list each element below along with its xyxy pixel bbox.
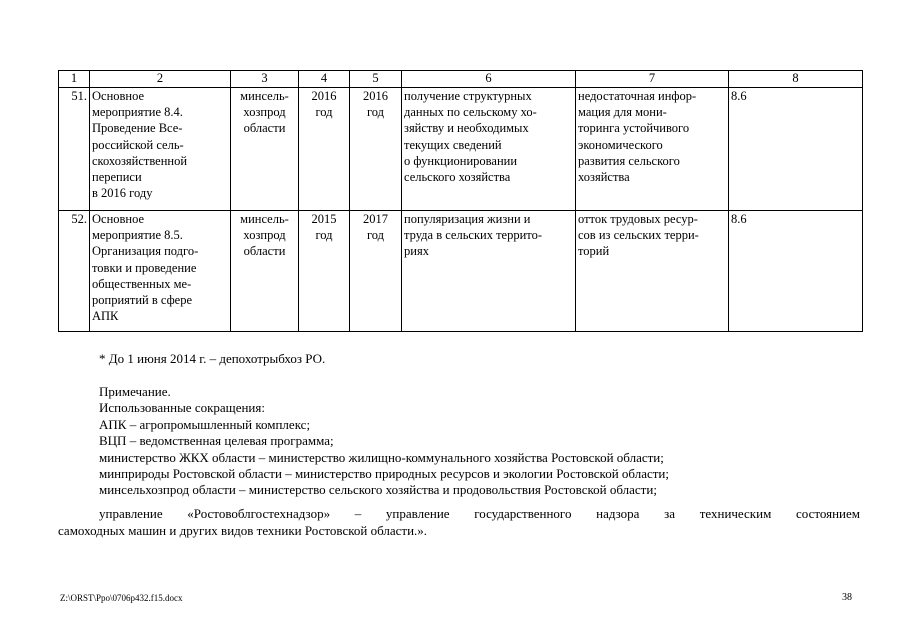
- end-cell: [350, 211, 402, 332]
- result-text: популяризация жизни и труда в сельских террито- риях: [404, 212, 543, 259]
- header-cell: 7: [576, 71, 729, 88]
- header-cell: 1: [59, 71, 90, 88]
- header-cell: 3: [231, 71, 299, 88]
- link-cell: 8.6: [729, 88, 863, 211]
- file-path: Z:\ORST\Ppo\0706p432.f15.docx: [60, 593, 183, 603]
- final-abbreviation-line-1: управление «Ростовоблгостехнадзор» – управление государственного надзора за техническим состоянием: [99, 506, 860, 521]
- header-cell: 8: [729, 71, 863, 88]
- header-cell: 2: [90, 71, 231, 88]
- start-text: 2016 год: [311, 89, 337, 120]
- executor-cell: [231, 211, 299, 332]
- abbreviation-item: министерство ЖКХ области – министерство жилищно-коммунального хозяйства Ростовской области;: [99, 449, 664, 465]
- abbreviation-item: минсельхозпрод области – министерство сельского хозяйства и продовольствия Ростовской области;: [99, 482, 657, 498]
- table-row: [59, 211, 863, 332]
- notes-subtitle: Использованные сокращения:: [99, 400, 265, 416]
- executor-cell: [231, 88, 299, 211]
- notes-block: [99, 384, 669, 499]
- end-text: 2017 год: [363, 212, 388, 243]
- measures-table: [58, 70, 863, 332]
- header-cell: 4: [299, 71, 350, 88]
- row-number: 51.: [59, 88, 90, 211]
- consequences-text: отток трудовых ресур- сов из сельских терри- торий: [578, 212, 699, 259]
- abbreviation-item: минприроды Ростовской области – министерство природных ресурсов и экологии Ростовской области;: [99, 466, 669, 482]
- notes-title: Примечание.: [99, 384, 171, 399]
- result-text: получение структурных данных по сельскому хо- зяйству и необходимых текущих сведений о функционировании сельского хозяйства: [404, 89, 537, 185]
- table-row: [59, 88, 863, 211]
- start-cell: [299, 211, 350, 332]
- consequences-cell: [576, 88, 729, 211]
- end-cell: [350, 88, 402, 211]
- result-cell: [402, 211, 576, 332]
- event-cell: [90, 211, 231, 332]
- executor-text: минсель- хозпрод области: [240, 89, 289, 136]
- start-cell: [299, 88, 350, 211]
- end-text: 2016 год: [363, 89, 388, 120]
- result-cell: [402, 88, 576, 211]
- event-text: Основное мероприятие 8.4. Проведение Все- российской сель- скохозяйственной переписи в 2016 году: [92, 89, 188, 201]
- link-cell: 8.6: [729, 211, 863, 332]
- abbreviation-item: АПК – агропромышленный комплекс;: [99, 416, 311, 432]
- row-number: 52.: [59, 211, 90, 332]
- executor-text: минсель- хозпрод области: [240, 212, 289, 259]
- event-cell: [90, 88, 231, 211]
- consequences-text: недостаточная инфор- мация для мони- торинга устойчивого экономического развития сельского хозяйства: [578, 89, 697, 185]
- consequences-cell: [576, 211, 729, 332]
- page-number: 38: [842, 592, 852, 603]
- table-header-row: [59, 71, 863, 88]
- footnote: * До 1 июня 2014 г. – депохотрыбхоз РО.: [99, 351, 326, 366]
- start-text: 2015 год: [311, 212, 337, 243]
- abbreviation-item: ВЦП – ведомственная целевая программа;: [99, 433, 334, 449]
- event-text: Основное мероприятие 8.5. Организация подго- товки и проведение общественных ме- роприятий в сфере АПК: [92, 212, 199, 324]
- final-abbreviation-line-2: самоходных машин и других видов техники Ростовской области.».: [58, 523, 428, 538]
- final-abbreviation: [58, 505, 860, 539]
- header-cell: 5: [350, 71, 402, 88]
- header-cell: 6: [402, 71, 576, 88]
